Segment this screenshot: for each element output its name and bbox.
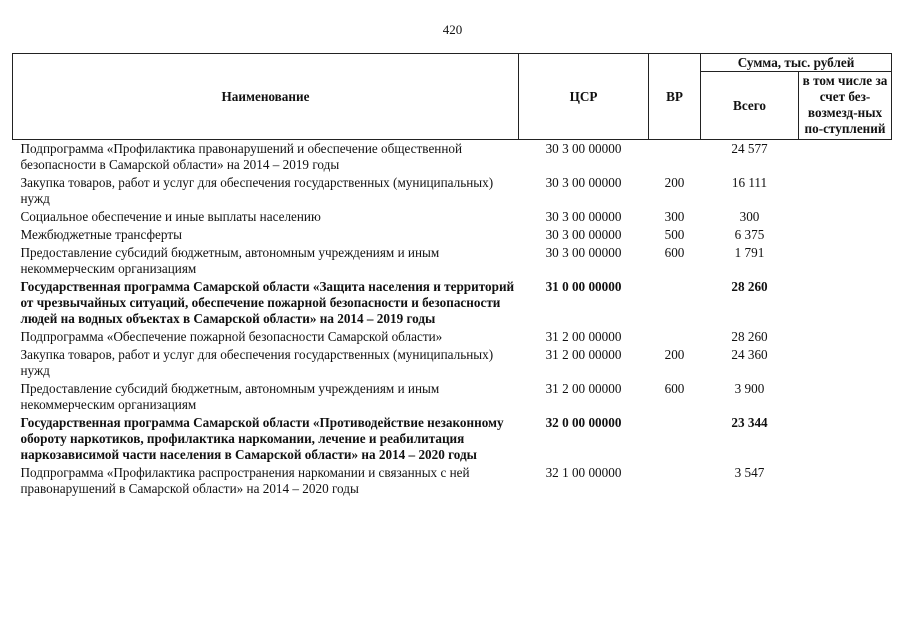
table-header — [13, 54, 892, 140]
table-row — [13, 209, 892, 227]
row-csr: 31 2 00 00000 — [545, 381, 622, 396]
row-vr: 600 — [664, 245, 685, 260]
row-total: 28 260 — [731, 279, 768, 294]
table-row — [13, 140, 892, 176]
table-row — [13, 465, 892, 499]
row-vr: 600 — [664, 381, 685, 396]
row-vr — [649, 329, 701, 347]
row-total: 16 111 — [731, 175, 768, 190]
row-csr: 31 2 00 00000 — [545, 329, 622, 344]
row-free — [799, 415, 892, 465]
row-total: 1 791 — [734, 245, 765, 260]
header-sum: Сумма, тыс. рублей — [701, 54, 892, 72]
row-free — [799, 279, 892, 329]
row-name: Предоставление субсидий бюджетным, автономным учреждениям и иным некоммерческим организациям — [20, 381, 440, 412]
row-name: Социальное обеспечение и иные выплаты населению — [20, 209, 321, 224]
table-row — [13, 175, 892, 209]
table-body — [13, 140, 892, 500]
row-total: 24 577 — [731, 141, 768, 156]
row-total: 6 375 — [734, 227, 765, 242]
row-csr: 31 0 00 00000 — [545, 279, 622, 294]
row-name: Государственная программа Самарской области «Противодействие незаконному обороту наркотиков, профилактика наркомании, лечение и реабилитация наркозависимой части населения в Самарской области» на 2014 – 2020 годы — [20, 415, 504, 462]
row-free — [799, 140, 892, 176]
row-free — [799, 329, 892, 347]
row-name: Закупка товаров, работ и услуг для обеспечения государственных (муниципальных) нужд — [20, 175, 494, 206]
row-csr: 32 0 00 00000 — [545, 415, 622, 430]
page-number: 420 — [442, 22, 463, 37]
row-name: Межбюджетные трансферты — [20, 227, 182, 242]
row-csr: 31 2 00 00000 — [545, 347, 622, 362]
row-free — [799, 245, 892, 279]
table-row — [13, 347, 892, 381]
row-free — [799, 465, 892, 499]
header-name: Наименование — [13, 54, 519, 140]
row-free — [799, 209, 892, 227]
header-free: в том числе за счет без-возмезд-ных по-ступлений — [799, 72, 892, 140]
row-free — [799, 175, 892, 209]
table-row — [13, 279, 892, 329]
row-name: Подпрограмма «Профилактика распространения наркомании и связанных с ней правонарушений в Самарской области» на 2014 – 2020 годы — [20, 465, 470, 496]
row-total: 3 547 — [734, 465, 765, 480]
row-csr: 30 3 00 00000 — [545, 209, 622, 224]
budget-table — [12, 53, 892, 499]
table-row — [13, 227, 892, 245]
row-name: Закупка товаров, работ и услуг для обеспечения государственных (муниципальных) нужд — [20, 347, 494, 378]
row-csr: 30 3 00 00000 — [545, 227, 622, 242]
row-vr: 200 — [664, 347, 685, 362]
row-total: 3 900 — [734, 381, 765, 396]
row-free — [799, 227, 892, 245]
row-csr: 30 3 00 00000 — [545, 245, 622, 260]
row-name: Подпрограмма «Профилактика правонарушений и обеспечение общественной безопасности в Самарской области» на 2014 – 2019 годы — [20, 141, 463, 172]
row-free — [799, 381, 892, 415]
row-vr — [649, 140, 701, 176]
row-name: Предоставление субсидий бюджетным, автономным учреждениям и иным некоммерческим организациям — [20, 245, 440, 276]
row-csr: 30 3 00 00000 — [545, 175, 622, 190]
row-csr: 30 3 00 00000 — [545, 141, 622, 156]
row-total: 28 260 — [731, 329, 768, 344]
row-name: Подпрограмма «Обеспечение пожарной безопасности Самарской области» — [20, 329, 443, 344]
header-vr: ВР — [649, 54, 701, 140]
table-row — [13, 415, 892, 465]
row-total: 300 — [739, 209, 760, 224]
row-free — [799, 347, 892, 381]
row-vr — [649, 415, 701, 465]
header-total: Всего — [701, 72, 799, 140]
header-csr: ЦСР — [519, 54, 649, 140]
table-row — [13, 329, 892, 347]
row-vr: 300 — [664, 209, 685, 224]
row-total: 24 360 — [731, 347, 768, 362]
row-vr — [649, 465, 701, 499]
row-vr: 200 — [664, 175, 685, 190]
row-csr: 32 1 00 00000 — [545, 465, 622, 480]
row-vr — [649, 279, 701, 329]
row-name: Государственная программа Самарской области «Защита населения и территорий от чрезвычайных ситуаций, обеспечение пожарной безопасности и безопасности людей на водных объектах в Самарской области» на 2014 – 2019 годы — [20, 279, 515, 326]
row-total: 23 344 — [731, 415, 768, 430]
row-vr: 500 — [664, 227, 685, 242]
table-row — [13, 381, 892, 415]
table-row — [13, 245, 892, 279]
